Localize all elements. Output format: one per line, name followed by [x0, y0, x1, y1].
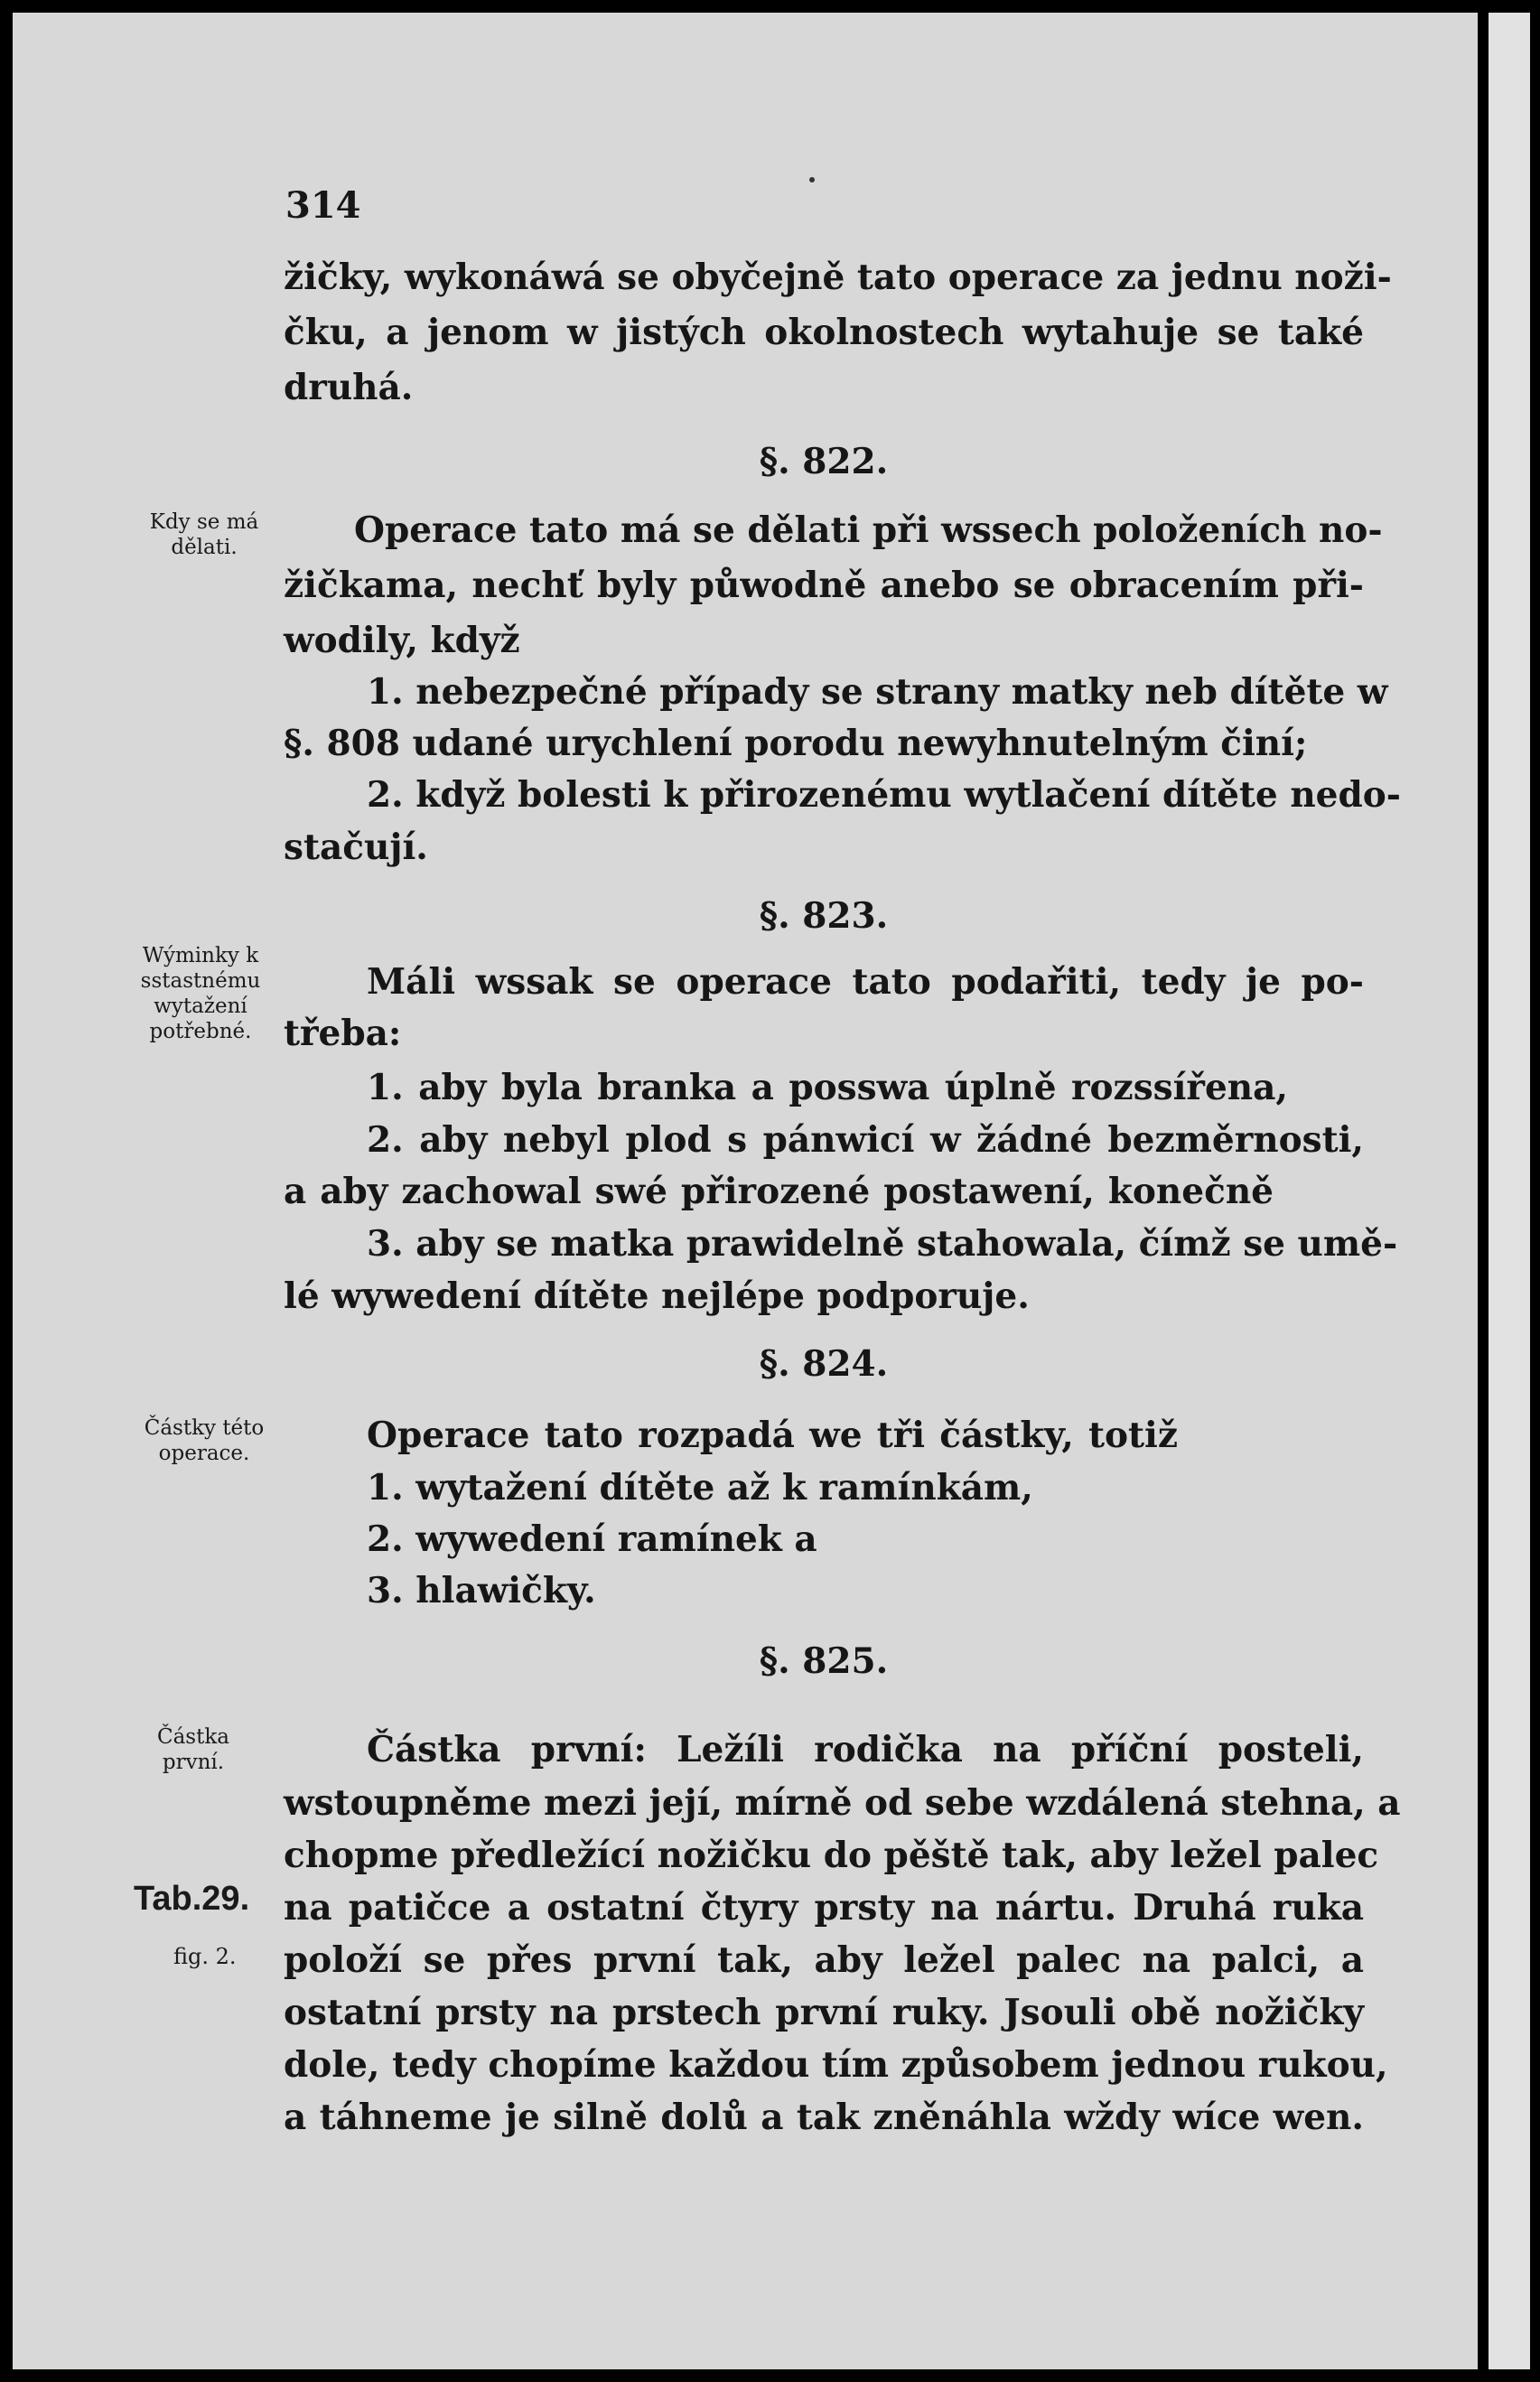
text-line: žičky, wykonáwá se obyčejně tato operace za jednu noži- — [284, 257, 1392, 298]
text-line: 3. hlawičky. — [367, 1570, 596, 1611]
text-line: §. 808 udané urychlení porodu newyhnutelným činí; — [284, 723, 1308, 764]
text-line: 1. wytažení dítěte až k ramínkám, — [367, 1467, 1033, 1509]
speck — [809, 177, 815, 182]
text-line: Máli wssak se operace tato podařiti, tedy je po- — [367, 961, 1364, 1003]
margin-note-castka — [126, 1724, 261, 1775]
section-heading: §. 822. — [759, 441, 889, 482]
section-heading: §. 824. — [759, 1343, 889, 1385]
book-page — [13, 13, 1478, 2369]
text-line: Částka první: Ležíli rodička na příční posteli, — [367, 1729, 1364, 1770]
section-heading: §. 823. — [759, 895, 889, 937]
margin-note-tab: Tab.29. — [134, 1880, 250, 1918]
text-line: a táhneme je silně dolů a tak zněnáhla wždy wíce wen. — [284, 2097, 1364, 2138]
text-line: Operace tato má se dělati při wssech položeních no- — [354, 509, 1383, 551]
adjacent-page-strip — [1489, 13, 1530, 2369]
text-line: dole, tedy chopíme každou tím způsobem jednou rukou, — [284, 2044, 1388, 2086]
text-line: 1. aby byla branka a posswa úplně rozssířena, — [367, 1067, 1288, 1108]
margin-note-line: Částky této — [144, 1416, 265, 1440]
margin-note-castky — [114, 1415, 294, 1466]
margin-note-line: Wýminky k — [142, 944, 259, 967]
text-line: čku, a jenom w jistých okolnostech wytahuje se také — [284, 312, 1364, 353]
margin-note-line: dělati. — [171, 536, 238, 559]
text-line: Operace tato rozpadá we tři částky, totiž — [367, 1415, 1178, 1456]
text-line: chopme předležící nožičku do pěště tak, aby ležel palec — [284, 1835, 1379, 1876]
text-line: 3. aby se matka prawidelně stahowala, čímž se umě- — [367, 1223, 1398, 1265]
margin-note-kdy — [114, 509, 294, 560]
margin-note-line: sstastnému — [140, 969, 261, 993]
text-line: stačují. — [284, 827, 428, 868]
margin-note-line: potřebné. — [149, 1020, 252, 1043]
text-line: 2. aby nebyl plod s pánwicí w žádné bezměrnosti, — [367, 1119, 1364, 1161]
section-heading: §. 825. — [759, 1640, 889, 1682]
margin-note-line: první. — [162, 1751, 225, 1774]
text-line: wstoupněme mezi její, mírně od sebe wzdálená stehna, a — [284, 1782, 1401, 1824]
margin-note-line: wytažení — [154, 995, 247, 1018]
margin-note-line: Částka — [156, 1725, 229, 1749]
text-line: na patičce a ostatní čtyry prsty na nártu. Druhá ruka — [284, 1887, 1364, 1929]
page-edge — [1478, 13, 1483, 2369]
page-number: 314 — [285, 184, 361, 227]
text-line: 1. nebezpečné případy se strany matky neb dítěte w — [367, 671, 1388, 713]
text-line: a aby zachowal swé přirozené postawení, konečně — [284, 1171, 1274, 1212]
text-line: 2. wywedení ramínek a — [367, 1518, 817, 1560]
text-line: žičkama, nechť byly půwodně anebo se obracením při- — [284, 565, 1364, 606]
margin-note-line: operace. — [158, 1442, 250, 1465]
text-line: ostatní prsty na prstech první ruky. Jsouli obě nožičky — [284, 1992, 1364, 2033]
text-line: třeba: — [284, 1013, 402, 1054]
text-line: 2. když bolesti k přirozenému wytlačení dítěte nedo- — [367, 774, 1401, 816]
margin-note-fig: fig. 2. — [173, 1944, 237, 1969]
text-line: lé wywedení dítěte nejlépe podporuje. — [284, 1275, 1030, 1317]
margin-note-wyminky — [119, 943, 282, 1044]
text-line: druhá. — [284, 367, 414, 408]
margin-note-line: Kdy se má — [149, 510, 259, 534]
text-line: wodily, když — [284, 620, 520, 661]
text-line: položí se přes první tak, aby ležel palec na palci, a — [284, 1939, 1364, 1981]
